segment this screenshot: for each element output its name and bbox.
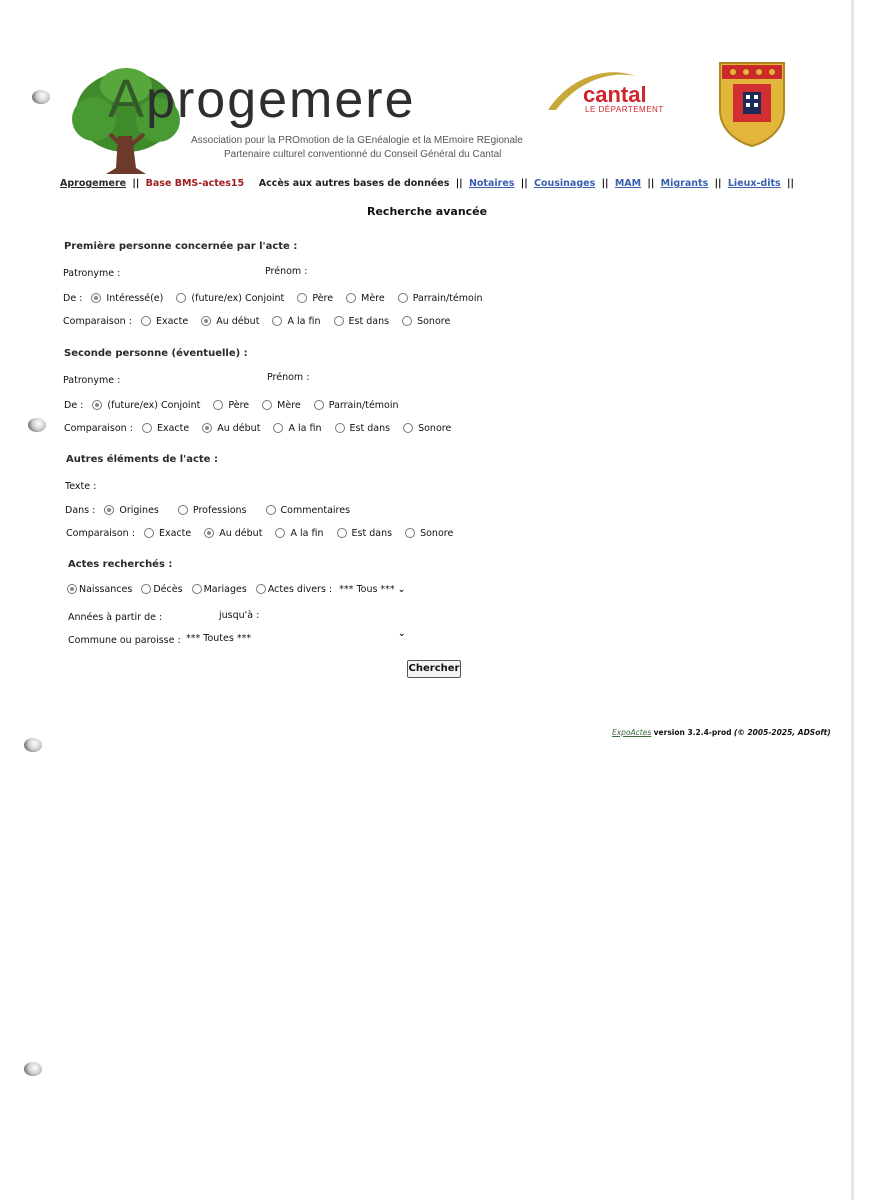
radio-label: Mère: [361, 293, 385, 304]
coat-of-arms-icon: [717, 60, 787, 148]
radio-label: Mariages: [203, 584, 247, 595]
punch-hole: [24, 738, 42, 752]
second-comparaison-row: [64, 423, 455, 434]
radio-second-cmp-fin[interactable]: [273, 423, 283, 433]
chevron-down-icon: ⌄: [397, 585, 406, 595]
nav-link-cousinages[interactable]: Cousinages: [534, 178, 596, 189]
footer-version: version 3.2.4-prod: [653, 728, 732, 737]
radio-label: Père: [228, 400, 250, 411]
nav-separator: ||: [786, 178, 794, 189]
radio-second-cmp-exacte[interactable]: [142, 423, 152, 433]
radio-label: Naissances: [79, 584, 133, 595]
radio-first-cmp-dans[interactable]: [334, 316, 344, 326]
chevron-down-icon[interactable]: ⌄: [398, 629, 406, 639]
radio-other-cmp-dans[interactable]: [337, 528, 347, 538]
radio-second-cmp-sonore[interactable]: [403, 423, 413, 433]
radio-label: A la fin: [288, 423, 322, 434]
nav-link-lieux-dits[interactable]: Lieux-dits: [727, 178, 781, 189]
nav-base-label[interactable]: Base BMS-actes15: [145, 178, 245, 189]
radio-second-conjoint[interactable]: [92, 400, 102, 410]
radio-actes-divers[interactable]: [256, 584, 266, 594]
radio-first-cmp-fin[interactable]: [272, 316, 282, 326]
punch-hole: [24, 1062, 42, 1076]
punch-hole: [28, 418, 46, 432]
brand-initial: A: [108, 69, 147, 129]
radio-label: Exacte: [156, 423, 190, 434]
nav-separator: ||: [520, 178, 528, 189]
first-patronyme-label: Patronyme :: [63, 268, 121, 279]
radio-label: Est dans: [351, 528, 393, 539]
page-title: Recherche avancée: [367, 205, 488, 218]
footer-link-expoactes[interactable]: ExpoActes: [612, 728, 652, 737]
radio-label: Au début: [216, 316, 260, 327]
nav-separator: ||: [601, 178, 609, 189]
nav-separator: ||: [714, 178, 722, 189]
other-comparaison-label: Comparaison :: [66, 528, 135, 539]
radio-first-cmp-exacte[interactable]: [141, 316, 151, 326]
other-comparaison-row: [66, 528, 457, 539]
first-comparaison-label: Comparaison :: [63, 316, 132, 327]
nav-link-notaires[interactable]: Notaires: [468, 178, 515, 189]
nav-separator: ||: [455, 178, 463, 189]
radio-label: A la fin: [287, 316, 321, 327]
punch-hole: [32, 90, 50, 104]
second-de-label: De :: [64, 400, 84, 411]
radio-second-cmp-dans[interactable]: [335, 423, 345, 433]
actes-divers-select[interactable]: [339, 584, 405, 595]
dans-row: [65, 505, 354, 516]
radio-label: Père: [312, 293, 334, 304]
radio-second-mere[interactable]: [262, 400, 272, 410]
nav-link-mam[interactable]: MAM: [614, 178, 642, 189]
first-prenom-label: Prénom :: [265, 266, 308, 277]
jusqua-label: jusqu'à :: [219, 610, 260, 621]
radio-dans-professions[interactable]: [178, 505, 188, 515]
radio-second-pere[interactable]: [213, 400, 223, 410]
radio-first-pere[interactable]: [297, 293, 307, 303]
select-value: *** Tous ***: [339, 584, 395, 595]
radio-dans-origines[interactable]: [104, 505, 114, 515]
first-comparaison-row: [63, 316, 454, 327]
radio-first-mere[interactable]: [346, 293, 356, 303]
radio-label: Au début: [219, 528, 263, 539]
radio-deces[interactable]: [141, 584, 151, 594]
radio-label: Exacte: [158, 528, 192, 539]
radio-label: Décès: [153, 584, 183, 595]
top-nav: [60, 178, 797, 189]
page-edge: [851, 0, 854, 1200]
radio-label: Actes divers :: [267, 584, 333, 595]
radio-first-interesse[interactable]: [91, 293, 101, 303]
radio-label: A la fin: [290, 528, 324, 539]
texte-label: Texte :: [65, 481, 97, 492]
dans-label: Dans :: [65, 505, 96, 516]
annees-label: Années à partir de :: [68, 612, 163, 623]
radio-label: (future/ex) Conjoint: [191, 293, 285, 304]
nav-other-bases-label: Accès aux autres bases de données: [258, 178, 450, 189]
nav-link-home[interactable]: Aprogemere: [60, 178, 127, 189]
second-prenom-label: Prénom :: [267, 372, 310, 383]
actes-heading: Actes recherchés :: [68, 559, 173, 570]
radio-label: Commentaires: [280, 505, 351, 516]
radio-label: Sonore: [420, 528, 454, 539]
radio-label: Est dans: [348, 316, 390, 327]
radio-other-cmp-exacte[interactable]: [144, 528, 154, 538]
site-brand: [108, 68, 416, 130]
radio-dans-commentaires[interactable]: [266, 505, 276, 515]
radio-label: Mère: [277, 400, 301, 411]
nav-separator: ||: [132, 178, 140, 189]
brand-rest: progemere: [146, 71, 416, 129]
radio-first-conjoint[interactable]: [176, 293, 186, 303]
nav-link-migrants[interactable]: Migrants: [660, 178, 709, 189]
select-value: *** Toutes ***: [186, 633, 252, 644]
second-patronyme-label: Patronyme :: [63, 375, 121, 386]
first-de-label: De :: [63, 293, 83, 304]
radio-first-cmp-debut[interactable]: [201, 316, 211, 326]
radio-other-cmp-debut[interactable]: [204, 528, 214, 538]
radio-label: Intéressé(e): [106, 293, 164, 304]
header-subtitle-1: Association pour la PROmotion de la GEnéalogie et la MEmoire REgionale: [191, 135, 523, 146]
radio-mariages[interactable]: [192, 584, 202, 594]
radio-second-parrain[interactable]: [314, 400, 324, 410]
radio-label: Parrain/témoin: [412, 293, 483, 304]
radio-label: Sonore: [418, 423, 452, 434]
radio-other-cmp-fin[interactable]: [275, 528, 285, 538]
second-comparaison-label: Comparaison :: [64, 423, 133, 434]
first-de-row: [63, 293, 487, 304]
nav-separator: ||: [647, 178, 655, 189]
radio-second-cmp-debut[interactable]: [202, 423, 212, 433]
second-de-row: [64, 400, 403, 411]
footer: [612, 728, 831, 737]
commune-select[interactable]: [186, 633, 251, 644]
header-subtitle-2: Partenaire culturel conventionné du Conseil Général du Cantal: [224, 149, 502, 160]
radio-first-parrain[interactable]: [398, 293, 408, 303]
search-button[interactable]: Chercher: [407, 660, 461, 678]
radio-label: Professions: [192, 505, 247, 516]
cantal-logo-text: cantal: [583, 82, 647, 107]
actes-row: [62, 584, 405, 595]
cantal-logo-subtitle: LE DÉPARTEMENT: [585, 105, 664, 114]
other-elements-heading: Autres éléments de l'acte :: [66, 454, 218, 465]
radio-naissances[interactable]: [67, 584, 77, 594]
radio-label: Origines: [119, 505, 159, 516]
radio-label: Parrain/témoin: [328, 400, 399, 411]
radio-label: Au début: [217, 423, 261, 434]
radio-label: Est dans: [349, 423, 391, 434]
second-person-heading: Seconde personne (éventuelle) :: [64, 348, 248, 359]
radio-label: (future/ex) Conjoint: [107, 400, 201, 411]
first-person-heading: Première personne concernée par l'acte :: [64, 241, 298, 252]
commune-label: Commune ou paroisse :: [68, 635, 181, 646]
footer-copyright: (© 2005-2025, ADSoft): [733, 728, 831, 737]
radio-first-cmp-sonore[interactable]: [402, 316, 412, 326]
radio-label: Exacte: [155, 316, 189, 327]
radio-label: Sonore: [417, 316, 451, 327]
radio-other-cmp-sonore[interactable]: [405, 528, 415, 538]
